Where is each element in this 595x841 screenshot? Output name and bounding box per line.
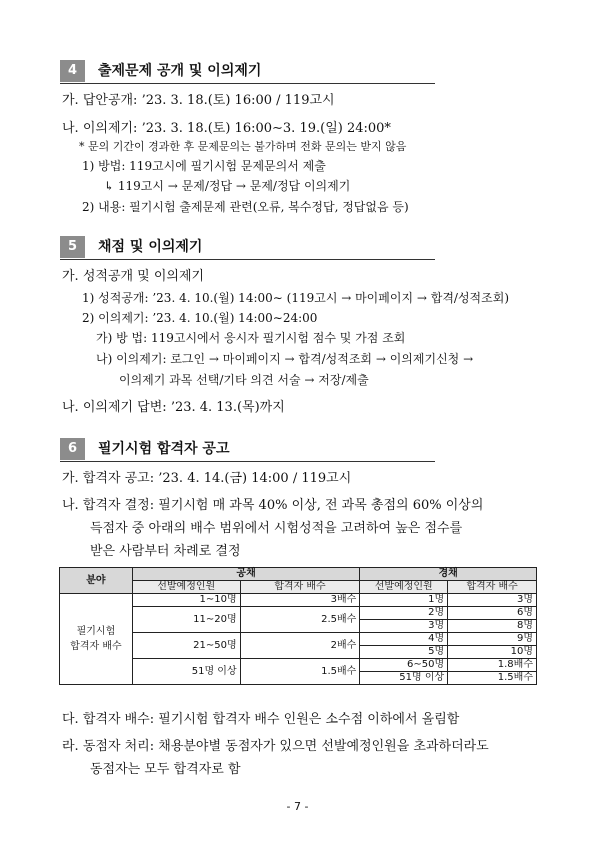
s5-objection-steps-cont: 이의제기 과목 선택/기타 의견 서술 → 저장/제출 [119, 373, 369, 387]
gong-multiplier: 2배수 [240, 633, 360, 659]
row-label-line2: 합격자 배수 [70, 641, 122, 652]
gyeong-selection: 3명 [360, 620, 448, 633]
s4-method-path: ↳ 119고시 → 문제/정답 → 문제/정답 이의제기 [104, 179, 351, 193]
s6-multiplier-rounding: 다. 합격자 배수: 필기시험 합격자 배수 인원은 소수점 이하에서 올림함 [62, 712, 460, 727]
s4-objection: 나. 이의제기: ’23. 3. 18.(토) 16:00∼3. 19.(일) 24:00* [62, 121, 391, 136]
section-divider [60, 83, 435, 84]
s6-announcement: 가. 합격자 공고: ’23. 4. 14.(금) 14:00 / 119고시 [62, 471, 352, 486]
header-gyeongchae: 경채 [360, 568, 537, 581]
s6-decision-2: 득점자 중 아래의 배수 범위에서 시험성적을 고려하여 높은 점수를 [90, 521, 463, 536]
gong-selection: 1∼10명 [132, 594, 240, 607]
s4-answer-release: 가. 답안공개: ’23. 3. 18.(토) 16:00 / 119고시 [62, 93, 335, 108]
header-gyeong-selection: 선발예정인원 [360, 581, 448, 594]
section-title: 출제문제 공개 및 이의제기 [98, 63, 262, 79]
gong-selection: 51명 이상 [132, 659, 240, 685]
gong-selection: 11∼20명 [132, 607, 240, 633]
header-gyeong-multiplier: 합격자 배수 [448, 581, 537, 594]
gyeong-multiplier: 9명 [448, 633, 537, 646]
gyeong-multiplier: 10명 [448, 646, 537, 659]
pass-multiplier-table [59, 567, 537, 685]
gyeong-multiplier: 6명 [448, 607, 537, 620]
gyeong-selection: 4명 [360, 633, 448, 646]
gong-multiplier: 1.5배수 [240, 659, 360, 685]
s6-tie-handling-1: 라. 동점자 처리: 채용분야별 동점자가 있으면 선발예정인원을 초과하더라도 [62, 739, 489, 754]
gyeong-selection: 6∼50명 [360, 659, 448, 672]
section-divider [60, 259, 435, 260]
row-label-line1: 필기시험 [76, 626, 116, 637]
section-title: 필기시험 합격자 공고 [98, 441, 230, 457]
gyeong-selection: 51명 이상 [360, 672, 448, 685]
header-gongchae: 공채 [132, 568, 360, 581]
s4-note: * 문의 기간이 경과한 후 문제문의는 불가하며 전화 문의는 받지 않음 [79, 140, 407, 153]
s5-objection-answer: 나. 이의제기 답변: ’23. 4. 13.(목)까지 [62, 400, 285, 415]
section-number: 5 [60, 236, 85, 258]
section-divider [60, 461, 435, 462]
s6-decision-1: 나. 합격자 결정: 필기시험 매 과목 40% 이상, 전 과목 총점의 60% 이상의 [62, 498, 484, 513]
s5-score-objection: 가. 성적공개 및 이의제기 [62, 269, 205, 284]
gyeong-multiplier: 1.5배수 [448, 672, 537, 685]
s5-objection-period: 2) 이의제기: ’23. 4. 10.(월) 14:00∼24:00 [82, 311, 318, 325]
gong-multiplier: 3배수 [240, 594, 360, 607]
header-gong-multiplier: 합격자 배수 [240, 581, 360, 594]
gyeong-selection: 5명 [360, 646, 448, 659]
section-number: 4 [60, 60, 85, 82]
section-title: 채점 및 이의제기 [98, 239, 203, 255]
gong-multiplier: 2.5배수 [240, 607, 360, 633]
s4-content: 2) 내용: 필기시험 출제문제 관련(오류, 복수정답, 정답없음 등) [82, 200, 409, 214]
section-number: 6 [60, 438, 85, 460]
gyeong-multiplier: 3명 [448, 594, 537, 607]
table-row [60, 594, 537, 607]
header-gong-selection: 선발예정인원 [132, 581, 240, 594]
s4-method: 1) 방법: 119고시에 필기시험 문제문의서 제출 [82, 159, 326, 173]
gyeong-multiplier: 1.8배수 [448, 659, 537, 672]
s6-tie-handling-2: 동점자는 모두 합격자로 함 [90, 762, 241, 777]
gyeong-selection: 1명 [360, 594, 448, 607]
header-field: 분야 [60, 568, 133, 594]
s5-method: 가) 방 법: 119고시에서 응시자 필기시험 점수 및 가점 조회 [96, 331, 406, 345]
gong-selection: 21∼50명 [132, 633, 240, 659]
s5-objection-steps: 나) 이의제기: 로그인 → 마이페이지 → 합격/성적조회 → 이의제기신청 → [96, 352, 474, 366]
s5-score-release: 1) 성적공개: ’23. 4. 10.(월) 14:00∼ (119고시 → 마이페이지 → 합격/성적조회) [82, 291, 510, 305]
gyeong-selection: 2명 [360, 607, 448, 620]
page-number: - 7 - [286, 800, 309, 813]
row-label [60, 594, 133, 685]
gyeong-multiplier: 8명 [448, 620, 537, 633]
s6-decision-3: 받은 사람부터 차례로 결정 [90, 544, 241, 559]
